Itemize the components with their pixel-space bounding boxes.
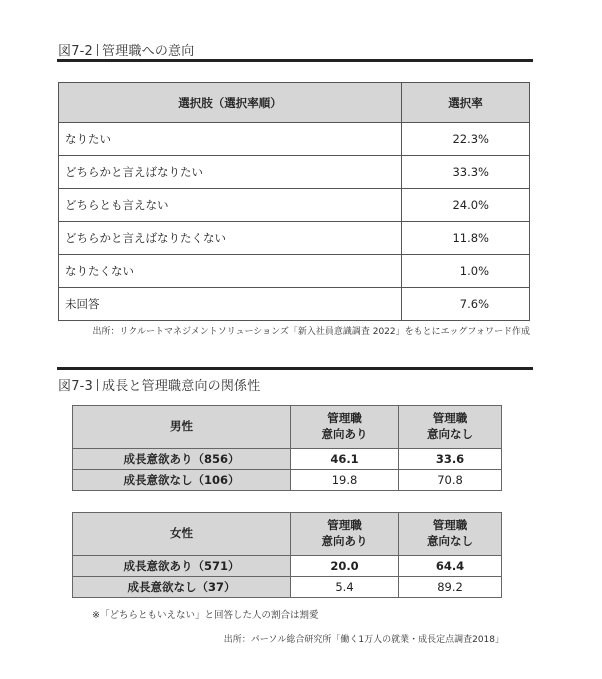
table-header-row bbox=[73, 406, 502, 449]
value-cell: 5.4 bbox=[291, 577, 399, 598]
table-row bbox=[73, 449, 502, 470]
figure-7-2-title bbox=[58, 40, 194, 59]
table-row bbox=[59, 156, 530, 189]
footnote: ※「どちらともいえない」と回答した人の割合は割愛 bbox=[92, 610, 319, 621]
choice-cell: 未回答 bbox=[59, 288, 402, 321]
source-note-7-3: 出所：パーソル総合研究所「働く1万人の就業・成長定点調査2018」 bbox=[223, 635, 504, 645]
value-cell: 64.4 bbox=[399, 556, 502, 577]
choice-cell: どちらとも言えない bbox=[59, 189, 402, 222]
header-manager-yes: 管理職 意向あり bbox=[291, 513, 399, 556]
table-row bbox=[59, 255, 530, 288]
header-manager-yes: 管理職 意向あり bbox=[291, 406, 399, 449]
choice-cell: どちらかと言えばなりたい bbox=[59, 156, 402, 189]
value-cell: 20.0 bbox=[291, 556, 399, 577]
table-header-row bbox=[59, 83, 530, 123]
value-cell: 33.6 bbox=[399, 449, 502, 470]
table-row bbox=[59, 189, 530, 222]
table-row bbox=[59, 123, 530, 156]
rate-cell: 22.3% bbox=[402, 123, 530, 156]
choice-cell: どちらかと言えばなりたくない bbox=[59, 222, 402, 255]
value-cell: 89.2 bbox=[399, 577, 502, 598]
table-header-row bbox=[73, 513, 502, 556]
row-label: 成長意欲なし（37） bbox=[73, 577, 291, 598]
table-row bbox=[73, 470, 502, 491]
source-note-7-2: 出所：リクルートマネジメントソリューションズ「新入社員意識調査 2022」をもとにエッグフォワード作成 bbox=[92, 327, 530, 337]
female-table bbox=[72, 512, 502, 598]
rate-cell: 24.0% bbox=[402, 189, 530, 222]
figure-number: 図7-3 bbox=[58, 379, 94, 394]
header-rate: 選択率 bbox=[402, 83, 530, 123]
row-label: 成長意欲あり（571） bbox=[73, 556, 291, 577]
preference-table bbox=[58, 82, 530, 321]
figure-number: 図7-2 bbox=[58, 44, 94, 59]
rate-cell: 7.6% bbox=[402, 288, 530, 321]
value-cell: 46.1 bbox=[291, 449, 399, 470]
header-manager-no: 管理職 意向なし bbox=[399, 406, 502, 449]
rate-cell: 11.8% bbox=[402, 222, 530, 255]
title-rule bbox=[57, 367, 533, 370]
table-row bbox=[59, 288, 530, 321]
header-manager-no: 管理職 意向なし bbox=[399, 513, 502, 556]
figure-7-3-title bbox=[58, 375, 260, 394]
row-label: 成長意欲あり（856） bbox=[73, 449, 291, 470]
choice-cell: なりたくない bbox=[59, 255, 402, 288]
value-cell: 70.8 bbox=[399, 470, 502, 491]
table-row bbox=[73, 577, 502, 598]
header-gender: 女性 bbox=[73, 513, 291, 556]
figure-caption: 成長と管理職意向の関係性 bbox=[102, 379, 261, 394]
row-label: 成長意欲なし（106） bbox=[73, 470, 291, 491]
header-choice: 選択肢（選択率順） bbox=[59, 83, 402, 123]
table-row bbox=[73, 556, 502, 577]
header-gender: 男性 bbox=[73, 406, 291, 449]
value-cell: 19.8 bbox=[291, 470, 399, 491]
title-rule bbox=[57, 59, 533, 62]
male-table bbox=[72, 405, 502, 491]
choice-cell: なりたい bbox=[59, 123, 402, 156]
rate-cell: 1.0% bbox=[402, 255, 530, 288]
figure-caption: 管理職への意向 bbox=[102, 44, 195, 59]
rate-cell: 33.3% bbox=[402, 156, 530, 189]
table-row bbox=[59, 222, 530, 255]
